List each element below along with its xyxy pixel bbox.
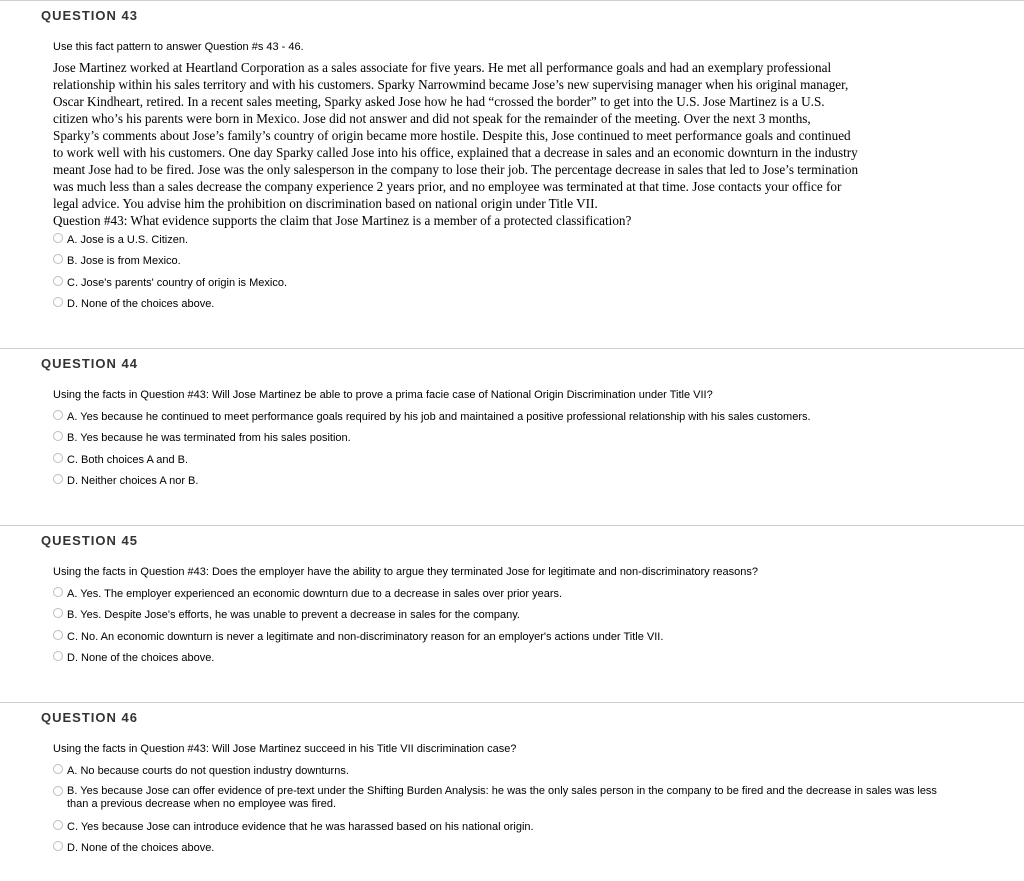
choice-label: D. None of the choices above. xyxy=(67,842,215,854)
fact-line: Jose Martinez worked at Heartland Corporation as a sales associate for five years. He met all performance goals and had an exemplary professional xyxy=(53,60,832,75)
question-prompt: Using the facts in Question #43: Will Jose Martinez succeed in his Title VII discrimination case? xyxy=(53,743,517,755)
question-header xyxy=(0,348,1024,380)
choice-label: C. Both choices A and B. xyxy=(67,454,189,466)
choice-label: D. None of the choices above. xyxy=(67,298,215,310)
choice-label: A. No because courts do not question industry downturns. xyxy=(67,765,349,777)
fact-pattern xyxy=(53,59,958,229)
radio-button[interactable] xyxy=(53,276,63,286)
fact-line: relationship within his sales territory and with his customers. Sparky Narrowmind became Jose’s new supervising manager when his original manager, xyxy=(53,77,849,92)
question-43 xyxy=(0,0,1024,310)
radio-button[interactable] xyxy=(53,786,63,796)
radio-button[interactable] xyxy=(53,608,63,618)
question-header xyxy=(0,702,1024,734)
question-title: QUESTION 46 xyxy=(41,710,138,725)
choice-label: C. No. An economic downturn is never a legitimate and non-discriminatory reason for an employer's actions under Title VII. xyxy=(67,631,664,643)
choice-label: C. Yes because Jose can introduce evidence that he was harassed based on his national origin. xyxy=(67,821,534,833)
radio-button[interactable] xyxy=(53,651,63,661)
radio-button[interactable] xyxy=(53,410,63,420)
radio-button[interactable] xyxy=(53,841,63,851)
fact-line: meant Jose had to be fired. Jose was the only salesperson in the company to lose their job. The percentage decrease in sales that led to Jose’s termination xyxy=(53,162,859,177)
radio-button[interactable] xyxy=(53,820,63,830)
fact-line: was much less than a sales decrease the company experience 2 years prior, and no employee was terminated at that time. Jose contacts your office for xyxy=(53,179,842,194)
fact-line: to work well with his customers. One day Sparky called Jose into his office, explained that a decrease in sales and an economic downturn in the industry xyxy=(53,145,858,160)
radio-button[interactable] xyxy=(53,587,63,597)
question-45 xyxy=(0,525,1024,664)
choice-label: D. Neither choices A nor B. xyxy=(67,475,199,487)
choice-label: B. Yes because Jose can offer evidence of pre-text under the Shifting Burden Analysis: he was the only sales person in the company to be fired and the decrease in sales was less than a previous decrease when no employee was fired. xyxy=(67,785,937,810)
fact-line: legal advice. You advise him the prohibition on discrimination based on national origin under Title VII. xyxy=(53,196,598,211)
question-prompt: Using the facts in Question #43: Will Jose Martinez be able to prove a prima facie case of National Origin Discrimination under Title VII? xyxy=(53,389,713,401)
choice-label: B. Yes. Despite Jose's efforts, he was unable to prevent a decrease in sales for the company. xyxy=(67,609,520,621)
question-44 xyxy=(0,348,1024,487)
question-text: Question #43: What evidence supports the claim that Jose Martinez is a member of a protected classification? xyxy=(53,213,632,228)
radio-button[interactable] xyxy=(53,431,63,441)
question-header xyxy=(0,0,1024,32)
question-header xyxy=(0,525,1024,557)
question-prompt: Using the facts in Question #43: Does the employer have the ability to argue they terminated Jose for legitimate and non-discriminatory reasons? xyxy=(53,566,758,578)
radio-button[interactable] xyxy=(53,297,63,307)
radio-button[interactable] xyxy=(53,474,63,484)
choice-label: C. Jose's parents' country of origin is Mexico. xyxy=(67,277,288,289)
question-title: QUESTION 44 xyxy=(41,356,138,371)
radio-button[interactable] xyxy=(53,453,63,463)
radio-button[interactable] xyxy=(53,630,63,640)
question-title: QUESTION 45 xyxy=(41,533,138,548)
choice-label: B. Yes because he was terminated from his sales position. xyxy=(67,432,351,444)
choice-label: B. Jose is from Mexico. xyxy=(67,255,181,267)
question-intro: Use this fact pattern to answer Question #s 43 - 46. xyxy=(53,41,304,53)
choice-label: A. Yes because he continued to meet performance goals required by his job and maintained a positive professional relationship with his sales customers. xyxy=(67,411,811,423)
radio-button[interactable] xyxy=(53,764,63,774)
fact-line: citizen who’s his parents were born in Mexico. Jose did not answer and did not speak for the remainder of the meeting. Over the next 3 months, xyxy=(53,111,811,126)
choice-label: A. Jose is a U.S. Citizen. xyxy=(67,234,189,246)
radio-button[interactable] xyxy=(53,254,63,264)
fact-line: Sparky’s comments about Jose’s family’s country of origin became more hostile. Despite this, Jose continued to meet performance goals and continued xyxy=(53,128,851,143)
fact-line: Oscar Kindheart, retired. In a recent sales meeting, Sparky asked Jose how he had “crossed the border” to get into the U.S. Jose Martinez is a U.S. xyxy=(53,94,825,109)
question-title: QUESTION 43 xyxy=(41,8,138,23)
radio-button[interactable] xyxy=(53,233,63,243)
choice-label: D. None of the choices above. xyxy=(67,652,215,664)
choice-label: A. Yes. The employer experienced an economic downturn due to a decrease in sales over prior years. xyxy=(67,588,563,600)
question-46 xyxy=(0,702,1024,854)
